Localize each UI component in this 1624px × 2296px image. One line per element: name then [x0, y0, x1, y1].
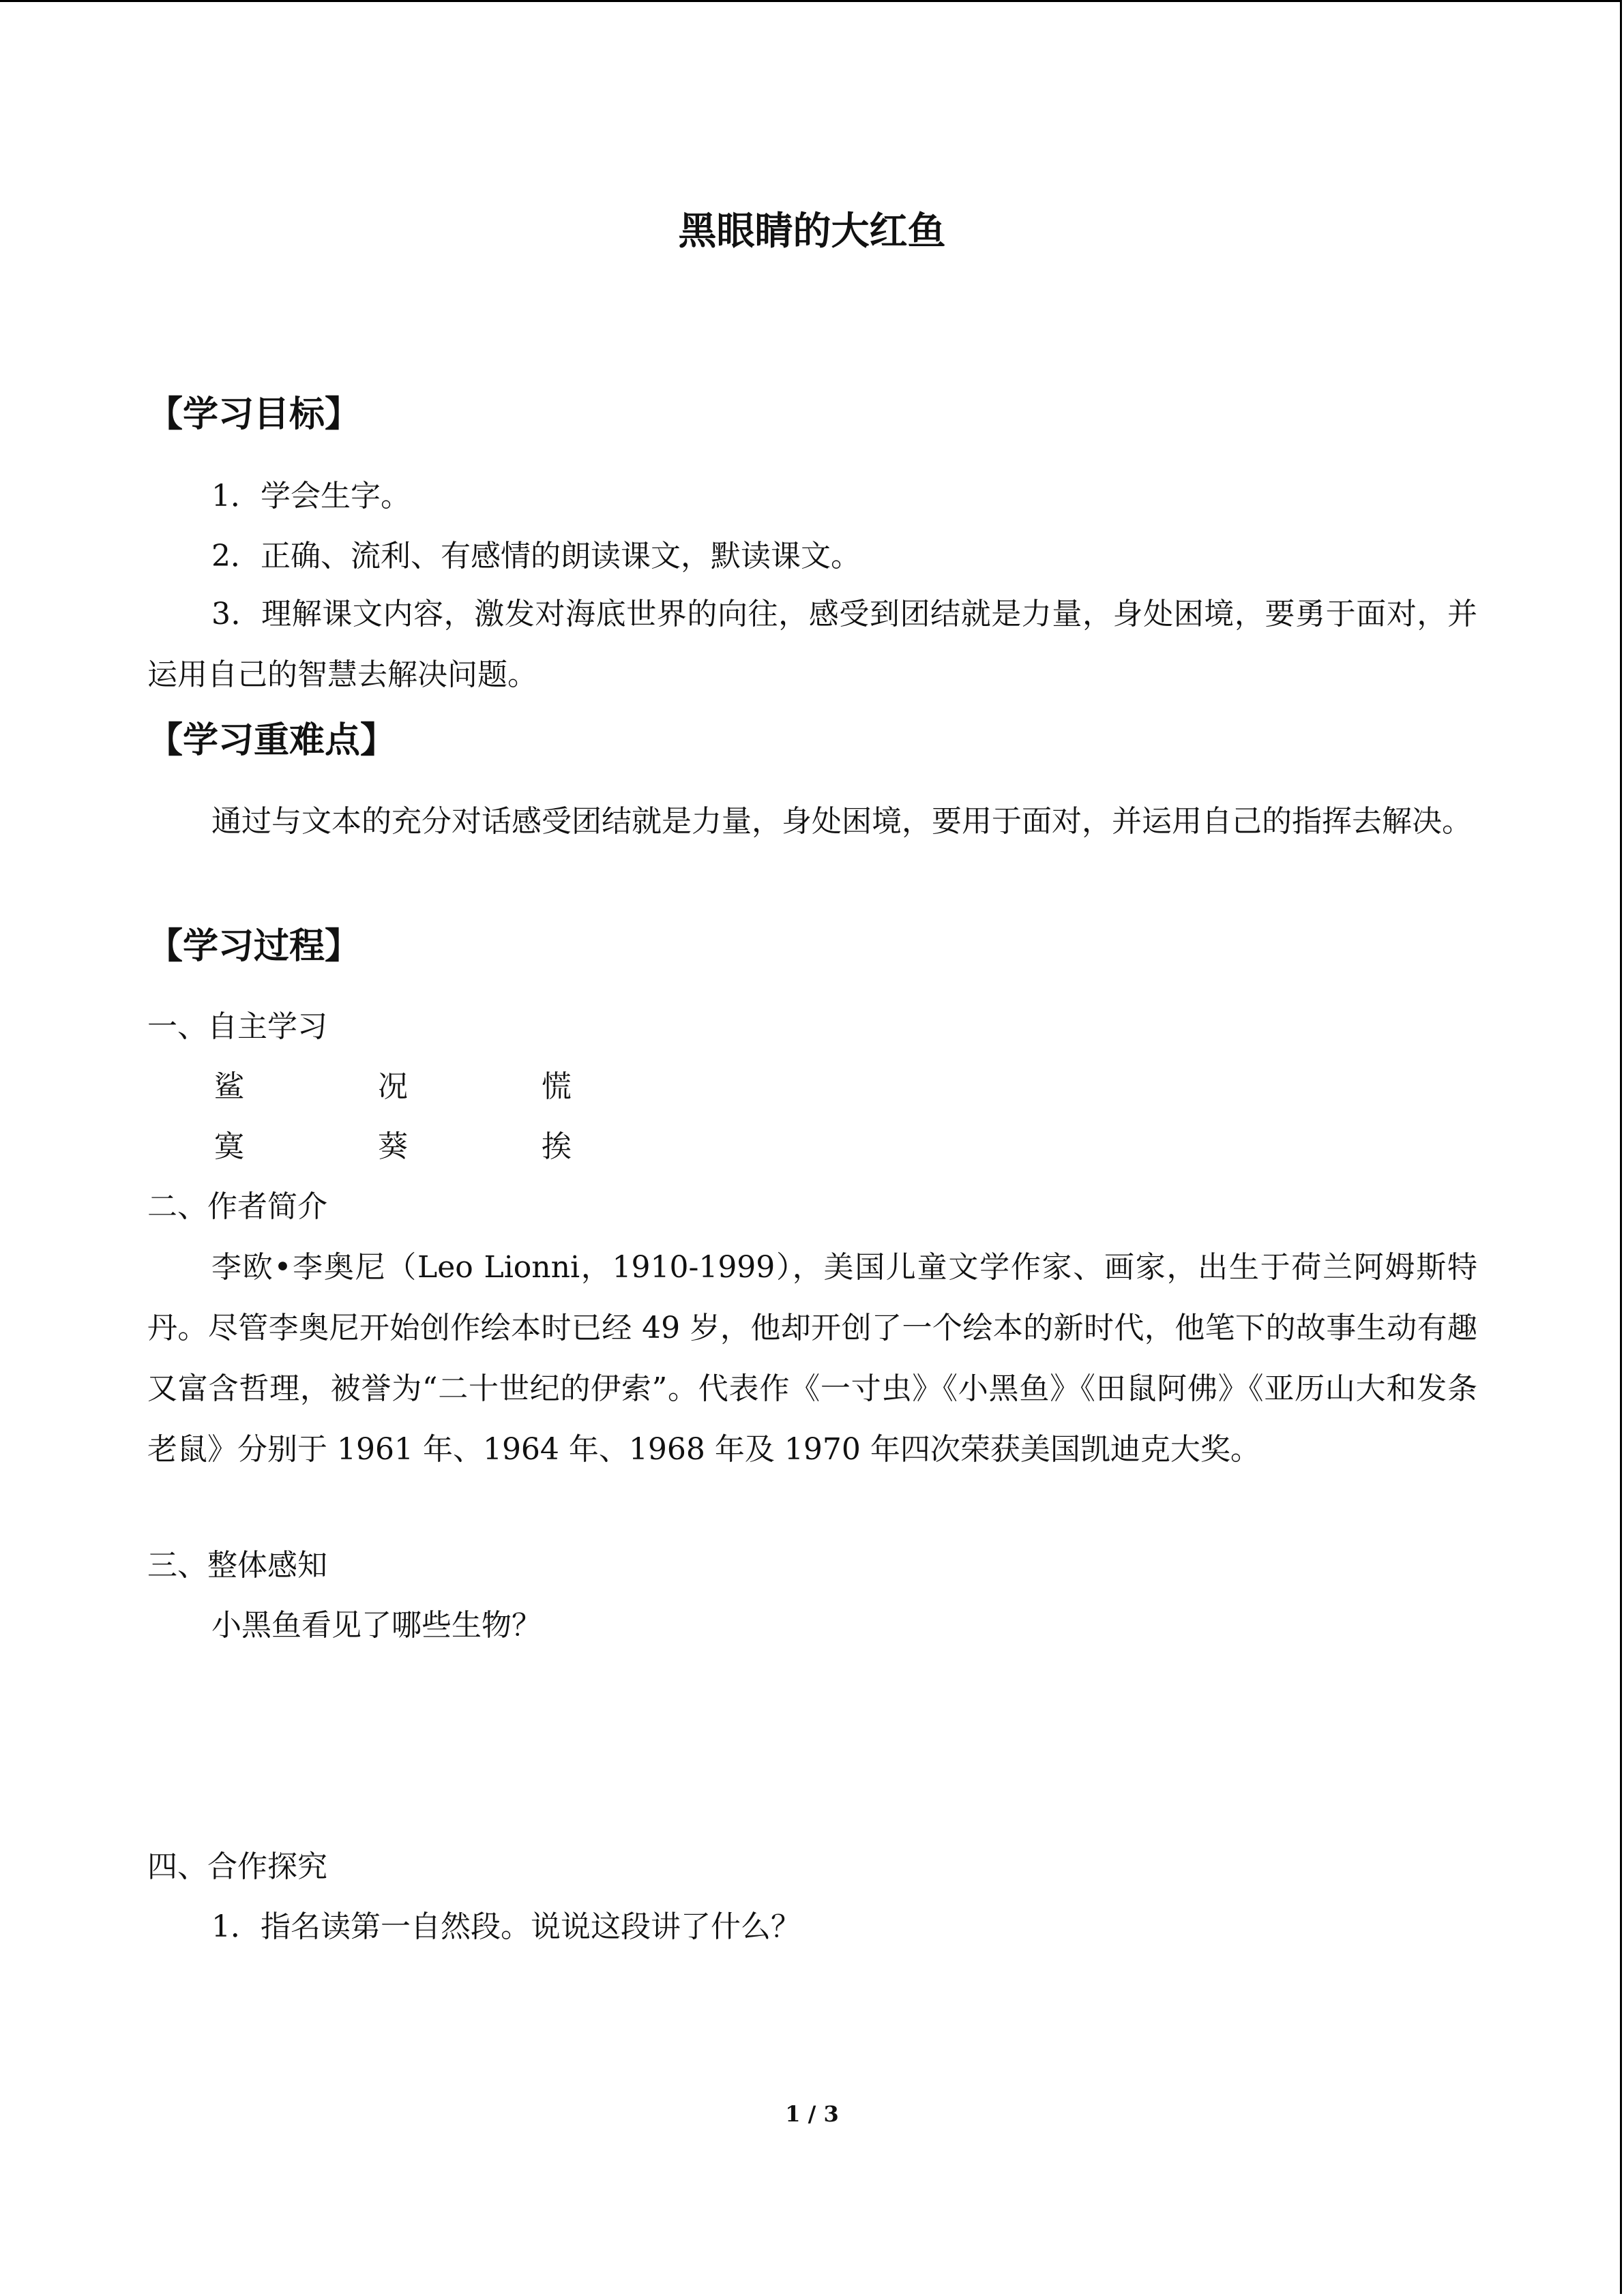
key-points-text: 通过与文本的充分对话感受团结就是力量，身处困境，要用于面对，并运用自己的指挥去解决。: [211, 804, 1472, 839]
objective-item-2: 2．正确、流利、有感情的朗读课文，默读课文。: [211, 539, 861, 573]
author-bio-text: 李欧•李奥尼（Leo Lionni，1910-1999），美国儿童文学作家、画家，出生于荷兰阿姆斯特丹。尽管李奥尼开始创作绘本时已经 49 岁，他却开创了一个绘本的新时代，他笔下的故事生动有趣又富含哲理，被誉为“二十世纪的伊索”。代表作《一寸虫》《小黑鱼》《田鼠阿佛》《亚历山大和发条老鼠》分别于 1961 年、1964 年、1968 年及 1970 年四次荣获美国凯迪克大奖。: [147, 1250, 1477, 1467]
char-item: 葵: [378, 1129, 408, 1164]
section-cooperation-title: 四、合作探究: [147, 1849, 327, 1884]
page-number: 1 / 3: [785, 2101, 839, 2127]
char-item: 慌: [542, 1069, 572, 1104]
overall-question: 小黑鱼看见了哪些生物？: [211, 1608, 542, 1643]
objectives-heading: 【学习目标】: [147, 394, 361, 435]
section-author-title: 二、作者简介: [147, 1189, 327, 1224]
section-overall-title: 三、整体感知: [147, 1548, 327, 1583]
objective-item-1: 1．学会生字。: [211, 479, 411, 513]
objective-item-3: 3．理解课文内容，激发对海底世界的向往，感受到团结就是力量，身处困境，要勇于面对，并运用自己的智慧去解决问题。: [147, 597, 1477, 692]
char-item: 挨: [542, 1129, 572, 1164]
section-self-study-title: 一、自主学习: [147, 1009, 327, 1044]
document-title: 黑眼睛的大红鱼: [678, 209, 946, 254]
process-heading: 【学习过程】: [147, 926, 361, 967]
cooperation-question: 1．指名读第一自然段。说说这段讲了什么？: [211, 1909, 801, 1944]
char-item: 寞: [214, 1129, 244, 1164]
key-points-heading: 【学习重难点】: [147, 720, 396, 761]
char-item: 况: [378, 1069, 408, 1104]
char-item: 鲨: [214, 1069, 244, 1104]
